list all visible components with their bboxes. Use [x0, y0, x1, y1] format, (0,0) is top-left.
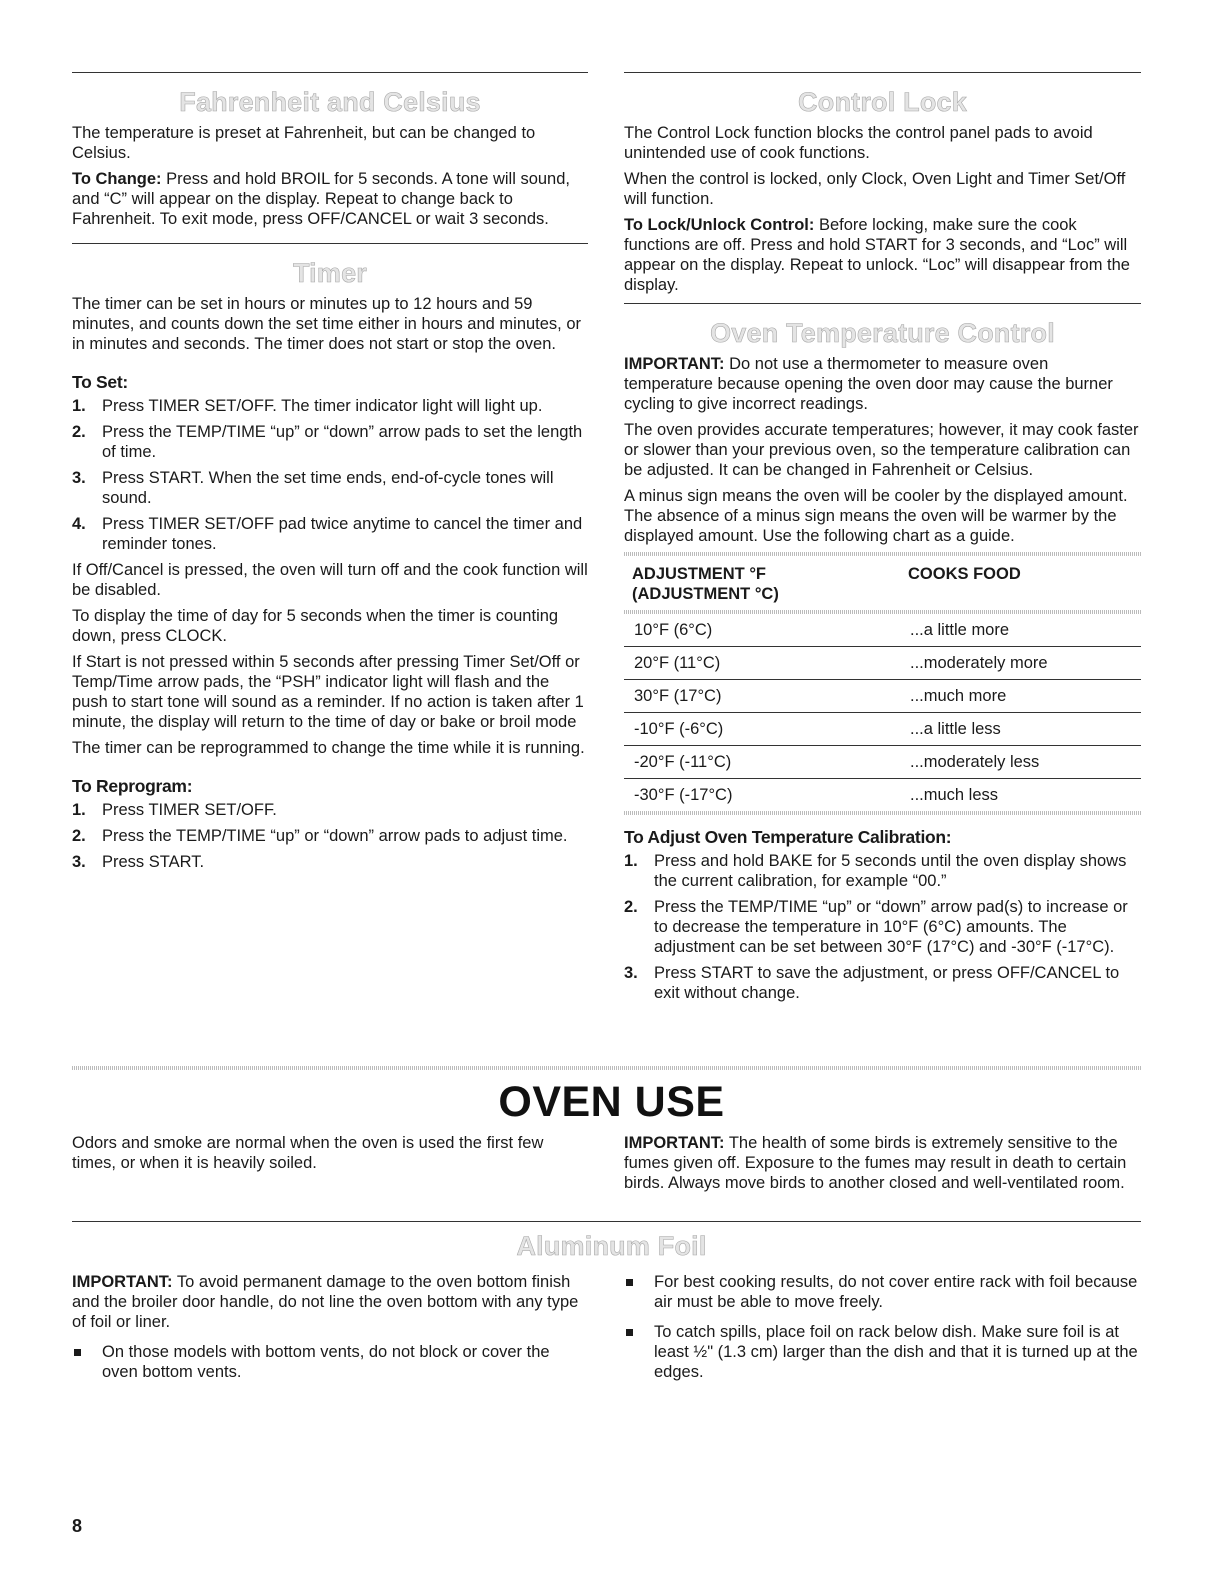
oven-use-top-border	[72, 1066, 1141, 1070]
set-steps-list	[72, 396, 588, 554]
table-bottom-border	[624, 811, 1141, 815]
section-divider	[72, 243, 588, 244]
timer-intro: The timer can be set in hours or minutes up to 12 hours and 59 minutes, and counts down the set time either in hours and minutes, or in minutes and seconds. The timer does not start or stop the oven.	[72, 295, 582, 353]
oven-use-intro: Odors and smoke are normal when the oven is used the first few times, or when it is heavily soiled.	[72, 1134, 544, 1172]
important-label: IMPORTANT:	[624, 1134, 725, 1152]
bullet-icon	[626, 1329, 633, 1336]
oven-use-important: IMPORTANT: The health of some birds is extremely sensitive to the fumes given off. Exposure to the fumes may result in death to certain birds. Always move birds to another closed and well-ventilated room.	[624, 1134, 1127, 1192]
lock-unlock-text: Before locking, make sure the cook functions are off. Press and hold START for 3 seconds, and “Loc” will appear on the display. Repeat to unlock. “Loc” will disappear from the display.	[624, 216, 1130, 294]
oven-temperature-heading: Oven Temperature Control	[710, 318, 1055, 348]
reprogram-steps-list	[72, 800, 588, 872]
table-row: -10°F (-6°C) ...a little less	[624, 713, 1141, 746]
list-item: 1. Press TIMER SET/OFF. The timer indicator light will light up.	[72, 397, 543, 415]
list-item: 4. Press TIMER SET/OFF pad twice anytime to cancel the timer and reminder tones.	[72, 515, 583, 553]
to-reprogram-heading: To Reprogram:	[72, 776, 193, 796]
aluminum-foil-heading: Aluminum Foil	[516, 1231, 707, 1261]
adjust-calibration-heading: To Adjust Oven Temperature Calibration:	[624, 827, 952, 847]
oven-use-title: OVEN USE	[498, 1078, 725, 1126]
timer-heading: Timer	[292, 258, 368, 288]
list-item: 3. Press START.	[72, 853, 205, 871]
bullet-icon	[626, 1279, 633, 1286]
fahrenheit-celsius-intro: The temperature is preset at Fahrenheit, but can be changed to Celsius.	[72, 124, 536, 162]
section-divider	[72, 72, 588, 73]
to-change-paragraph	[72, 169, 588, 229]
table-row: 20°F (11°C) ...moderately more	[624, 647, 1141, 680]
lock-unlock-paragraph	[624, 215, 1141, 295]
table-header-row	[624, 558, 1141, 610]
control-lock-p2: When the control is locked, only Clock, Oven Light and Timer Set/Off will function.	[624, 170, 1126, 208]
important-label: IMPORTANT:	[624, 355, 725, 373]
table-row: 30°F (17°C) ...much more	[624, 680, 1141, 713]
list-item: 2. Press the TEMP/TIME “up” or “down” arrow pads to adjust time.	[72, 827, 568, 845]
timer-paragraph: If Off/Cancel is pressed, the oven will turn off and the cook function will be disabled.	[72, 561, 588, 599]
adjust-steps-list	[624, 851, 1141, 1003]
list-item: On those models with bottom vents, do not block or cover the oven bottom vents.	[72, 1342, 588, 1382]
important-label: IMPORTANT:	[72, 1273, 173, 1291]
oven-temp-important: IMPORTANT: Do not use a thermometer to measure oven temperature because opening the oven door may cause the burner cycling to give incorrect readings.	[624, 355, 1113, 413]
list-item: 1. Press and hold BAKE for 5 seconds until the oven display shows the current calibration, for example “00.”	[624, 852, 1127, 890]
lock-unlock-label: To Lock/Unlock Control:	[624, 216, 815, 234]
cooks-food-column-header: COOKS FOOD	[908, 565, 1021, 583]
fahrenheit-celsius-heading: Fahrenheit and Celsius	[179, 87, 481, 117]
table-top-border	[624, 552, 1141, 556]
calibration-table	[624, 558, 1141, 811]
oven-temp-p2: A minus sign means the oven will be cooler by the displayed amount. The absence of a minus sign means the oven will be warmer by the displayed amount. Use the following chart as a guide.	[624, 487, 1128, 545]
timer-paragraph: The timer can be reprogrammed to change the time while it is running.	[72, 739, 585, 757]
control-lock-heading: Control Lock	[798, 87, 967, 117]
table-row: 10°F (6°C) ...a little more	[624, 614, 1141, 647]
section-divider	[72, 1221, 1141, 1222]
section-divider	[624, 303, 1141, 304]
to-change-text: Press and hold BROIL for 5 seconds. A tone will sound, and “C” will appear on the display. Repeat to change back to Fahrenheit. To exit mode, press OFF/CANCEL or wait 3 seconds.	[72, 170, 570, 228]
list-item: 3. Press START. When the set time ends, end-of-cycle tones will sound.	[72, 469, 554, 507]
aluminum-foil-right	[624, 1272, 1141, 1390]
table-row: -20°F (-11°C) ...moderately less	[624, 746, 1141, 779]
timer-paragraph: To display the time of day for 5 seconds when the timer is counting down, press CLOCK.	[72, 607, 559, 645]
bullet-icon	[74, 1349, 81, 1356]
aluminum-foil-right-bullets	[624, 1272, 1141, 1382]
list-item: 2. Press the TEMP/TIME “up” or “down” arrow pad(s) to increase or to decrease the temperature in 10°F (6°C) amounts. The adjustment can be set between 30°F (17°C) and -30°F (-17°C).	[624, 898, 1128, 956]
list-item: 1. Press TIMER SET/OFF.	[72, 801, 277, 819]
list-item: 3. Press START to save the adjustment, or press OFF/CANCEL to exit without change.	[624, 964, 1120, 1002]
oven-temp-p1: The oven provides accurate temperatures; however, it may cook faster or slower than your previous oven, so the temperature calibration can be adjusted. It can be changed in Fahrenheit or Celsius.	[624, 421, 1139, 479]
table-row: -30°F (-17°C) ...much less	[634, 786, 999, 804]
aluminum-foil-left-bullets	[72, 1342, 588, 1382]
section-divider	[624, 72, 1141, 73]
list-item: For best cooking results, do not cover entire rack with foil because air must be able to move freely.	[624, 1272, 1141, 1312]
left-column	[72, 72, 588, 878]
to-set-heading: To Set:	[72, 372, 128, 392]
adjustment-column-header: ADJUSTMENT °F (ADJUSTMENT °C)	[632, 565, 779, 603]
list-item: 2. Press the TEMP/TIME “up” or “down” arrow pads to set the length of time.	[72, 423, 583, 461]
to-change-label: To Change:	[72, 170, 162, 188]
right-column	[624, 72, 1141, 1009]
control-lock-p1: The Control Lock function blocks the control panel pads to avoid unintended use of cook functions.	[624, 124, 1093, 162]
aluminum-foil-important: IMPORTANT: To avoid permanent damage to the oven bottom finish and the broiler door handle, do not line the oven bottom with any type of foil or liner.	[72, 1273, 579, 1331]
aluminum-foil-left	[72, 1272, 588, 1390]
page-number: 8	[72, 1516, 83, 1536]
timer-paragraph: If Start is not pressed within 5 seconds after pressing Timer Set/Off or Temp/Time arrow pads, the “PSH” indicator light will flash and the push to start tone will sound as a reminder. If no action is taken after 1 minute, the display will return to the time of day or bake or broil mode	[72, 653, 584, 731]
list-item: To catch spills, place foil on rack below dish. Make sure foil is at least ½" (1.3 cm) larger than the dish and that it is turned up at the edges.	[624, 1322, 1141, 1382]
